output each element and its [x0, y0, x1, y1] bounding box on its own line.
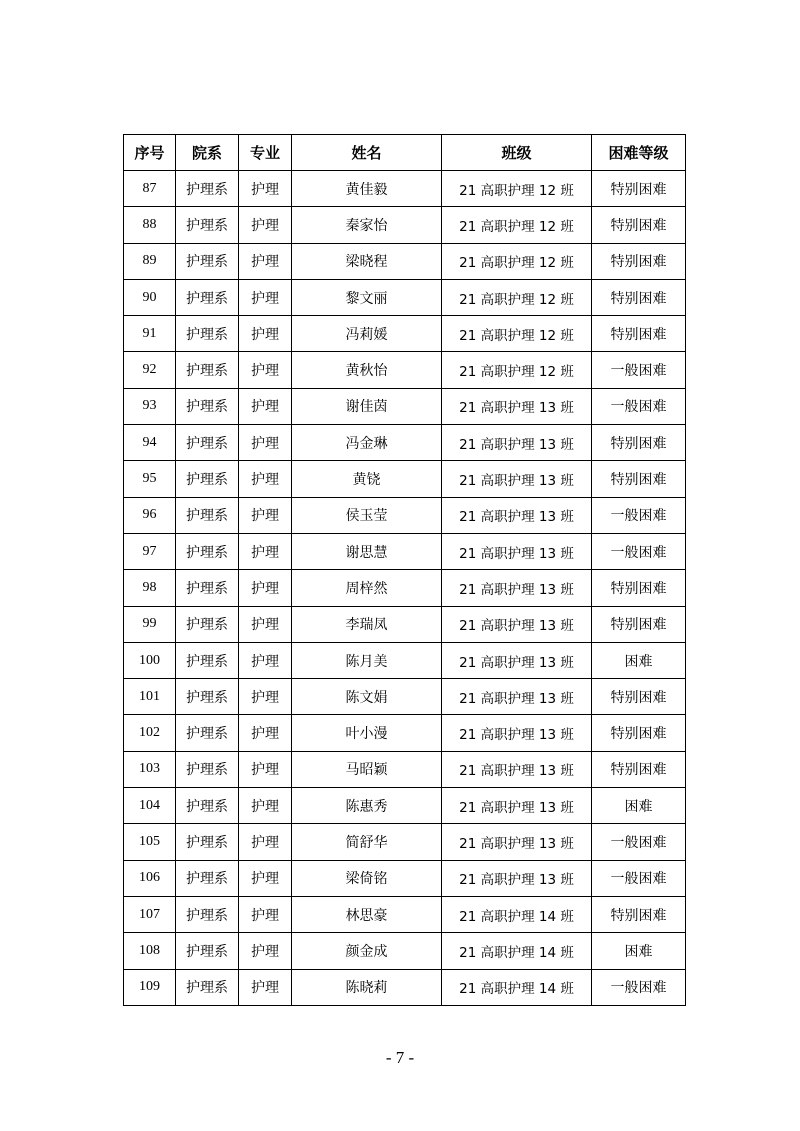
- header-index: 序号: [124, 135, 176, 171]
- table-row: [124, 606, 686, 642]
- cell-major: 护理: [239, 824, 292, 860]
- cell-name: 秦家怡: [292, 207, 442, 243]
- table-row: [124, 788, 686, 824]
- table-row: [124, 316, 686, 352]
- cell-index: 87: [124, 171, 176, 207]
- cell-class: 21 高职护理 13 班: [442, 860, 592, 896]
- cell-name: 林思豪: [292, 896, 442, 932]
- cell-hardship-level: 特别困难: [592, 606, 686, 642]
- cell-index: 88: [124, 207, 176, 243]
- cell-name: 简舒华: [292, 824, 442, 860]
- cell-hardship-level: 特别困难: [592, 279, 686, 315]
- cell-name: 侯玉莹: [292, 497, 442, 533]
- cell-class: 21 高职护理 13 班: [442, 715, 592, 751]
- cell-class: 21 高职护理 12 班: [442, 279, 592, 315]
- table-row: [124, 533, 686, 569]
- cell-name: 陈文娟: [292, 679, 442, 715]
- cell-major: 护理: [239, 896, 292, 932]
- cell-department: 护理系: [176, 933, 239, 969]
- cell-name: 谢思慧: [292, 533, 442, 569]
- cell-index: 108: [124, 933, 176, 969]
- header-major: 专业: [239, 135, 292, 171]
- cell-department: 护理系: [176, 679, 239, 715]
- table-row: [124, 642, 686, 678]
- cell-index: 104: [124, 788, 176, 824]
- cell-hardship-level: 特别困难: [592, 171, 686, 207]
- cell-hardship-level: 困难: [592, 933, 686, 969]
- cell-department: 护理系: [176, 171, 239, 207]
- cell-class: 21 高职护理 13 班: [442, 497, 592, 533]
- cell-department: 护理系: [176, 642, 239, 678]
- cell-name: 黄佳毅: [292, 171, 442, 207]
- cell-major: 护理: [239, 497, 292, 533]
- cell-index: 99: [124, 606, 176, 642]
- cell-major: 护理: [239, 570, 292, 606]
- cell-hardship-level: 一般困难: [592, 860, 686, 896]
- table-row: [124, 969, 686, 1005]
- cell-class: 21 高职护理 13 班: [442, 642, 592, 678]
- cell-major: 护理: [239, 207, 292, 243]
- cell-major: 护理: [239, 243, 292, 279]
- cell-major: 护理: [239, 461, 292, 497]
- cell-class: 21 高职护理 13 班: [442, 606, 592, 642]
- cell-major: 护理: [239, 969, 292, 1005]
- table-row: [124, 933, 686, 969]
- cell-major: 护理: [239, 642, 292, 678]
- cell-name: 陈惠秀: [292, 788, 442, 824]
- table-row: [124, 570, 686, 606]
- cell-hardship-level: 一般困难: [592, 824, 686, 860]
- cell-hardship-level: 特别困难: [592, 679, 686, 715]
- cell-hardship-level: 困难: [592, 788, 686, 824]
- cell-name: 梁倚铭: [292, 860, 442, 896]
- table-row: [124, 824, 686, 860]
- cell-class: 21 高职护理 13 班: [442, 788, 592, 824]
- table-row: [124, 279, 686, 315]
- cell-name: 谢佳茵: [292, 388, 442, 424]
- cell-index: 101: [124, 679, 176, 715]
- cell-index: 90: [124, 279, 176, 315]
- cell-hardship-level: 特别困难: [592, 207, 686, 243]
- cell-department: 护理系: [176, 860, 239, 896]
- student-roster-table: [123, 134, 686, 1006]
- cell-major: 护理: [239, 751, 292, 787]
- cell-hardship-level: 特别困难: [592, 896, 686, 932]
- cell-major: 护理: [239, 533, 292, 569]
- cell-class: 21 高职护理 12 班: [442, 243, 592, 279]
- table-header-row: [124, 135, 686, 171]
- cell-department: 护理系: [176, 969, 239, 1005]
- cell-department: 护理系: [176, 425, 239, 461]
- cell-name: 叶小漫: [292, 715, 442, 751]
- table-row: [124, 497, 686, 533]
- cell-hardship-level: 特别困难: [592, 461, 686, 497]
- cell-name: 颜金成: [292, 933, 442, 969]
- table-row: [124, 243, 686, 279]
- cell-department: 护理系: [176, 207, 239, 243]
- cell-major: 护理: [239, 425, 292, 461]
- cell-index: 97: [124, 533, 176, 569]
- cell-hardship-level: 特别困难: [592, 425, 686, 461]
- cell-major: 护理: [239, 171, 292, 207]
- table-body: [124, 171, 686, 1006]
- cell-index: 93: [124, 388, 176, 424]
- cell-class: 21 高职护理 13 班: [442, 751, 592, 787]
- cell-class: 21 高职护理 13 班: [442, 533, 592, 569]
- cell-index: 95: [124, 461, 176, 497]
- table-row: [124, 425, 686, 461]
- table-row: [124, 715, 686, 751]
- cell-major: 护理: [239, 316, 292, 352]
- cell-index: 92: [124, 352, 176, 388]
- cell-department: 护理系: [176, 497, 239, 533]
- cell-department: 护理系: [176, 570, 239, 606]
- cell-index: 102: [124, 715, 176, 751]
- cell-name: 马昭颖: [292, 751, 442, 787]
- cell-department: 护理系: [176, 243, 239, 279]
- cell-name: 黄秋怡: [292, 352, 442, 388]
- cell-index: 106: [124, 860, 176, 896]
- cell-class: 21 高职护理 12 班: [442, 171, 592, 207]
- cell-index: 103: [124, 751, 176, 787]
- cell-class: 21 高职护理 12 班: [442, 207, 592, 243]
- table-row: [124, 860, 686, 896]
- cell-index: 109: [124, 969, 176, 1005]
- cell-hardship-level: 一般困难: [592, 388, 686, 424]
- cell-hardship-level: 一般困难: [592, 352, 686, 388]
- cell-department: 护理系: [176, 896, 239, 932]
- cell-name: 冯金琳: [292, 425, 442, 461]
- cell-major: 护理: [239, 715, 292, 751]
- cell-class: 21 高职护理 13 班: [442, 425, 592, 461]
- cell-name: 李瑞凤: [292, 606, 442, 642]
- table-row: [124, 388, 686, 424]
- cell-name: 冯莉媛: [292, 316, 442, 352]
- cell-hardship-level: 特别困难: [592, 243, 686, 279]
- cell-department: 护理系: [176, 316, 239, 352]
- cell-name: 陈晓莉: [292, 969, 442, 1005]
- cell-class: 21 高职护理 13 班: [442, 388, 592, 424]
- cell-class: 21 高职护理 14 班: [442, 896, 592, 932]
- cell-class: 21 高职护理 12 班: [442, 352, 592, 388]
- cell-department: 护理系: [176, 606, 239, 642]
- cell-department: 护理系: [176, 715, 239, 751]
- table-row: [124, 896, 686, 932]
- table-row: [124, 352, 686, 388]
- cell-hardship-level: 特别困难: [592, 751, 686, 787]
- cell-department: 护理系: [176, 279, 239, 315]
- header-hardship-level: 困难等级: [592, 135, 686, 171]
- cell-index: 96: [124, 497, 176, 533]
- cell-major: 护理: [239, 933, 292, 969]
- cell-class: 21 高职护理 13 班: [442, 679, 592, 715]
- cell-department: 护理系: [176, 788, 239, 824]
- cell-name: 黎文丽: [292, 279, 442, 315]
- table-row: [124, 207, 686, 243]
- cell-major: 护理: [239, 606, 292, 642]
- cell-hardship-level: 特别困难: [592, 316, 686, 352]
- header-class: 班级: [442, 135, 592, 171]
- cell-major: 护理: [239, 679, 292, 715]
- header-department: 院系: [176, 135, 239, 171]
- cell-hardship-level: 一般困难: [592, 497, 686, 533]
- cell-department: 护理系: [176, 388, 239, 424]
- table-row: [124, 171, 686, 207]
- cell-major: 护理: [239, 279, 292, 315]
- cell-department: 护理系: [176, 461, 239, 497]
- cell-name: 陈月美: [292, 642, 442, 678]
- cell-major: 护理: [239, 860, 292, 896]
- cell-hardship-level: 困难: [592, 642, 686, 678]
- cell-name: 梁晓程: [292, 243, 442, 279]
- cell-class: 21 高职护理 13 班: [442, 570, 592, 606]
- cell-department: 护理系: [176, 352, 239, 388]
- table-row: [124, 461, 686, 497]
- cell-class: 21 高职护理 13 班: [442, 824, 592, 860]
- cell-class: 21 高职护理 14 班: [442, 933, 592, 969]
- cell-hardship-level: 特别困难: [592, 570, 686, 606]
- cell-class: 21 高职护理 14 班: [442, 969, 592, 1005]
- cell-hardship-level: 一般困难: [592, 969, 686, 1005]
- cell-department: 护理系: [176, 824, 239, 860]
- cell-index: 107: [124, 896, 176, 932]
- cell-department: 护理系: [176, 533, 239, 569]
- cell-index: 100: [124, 642, 176, 678]
- cell-major: 护理: [239, 788, 292, 824]
- cell-department: 护理系: [176, 751, 239, 787]
- cell-major: 护理: [239, 352, 292, 388]
- cell-index: 105: [124, 824, 176, 860]
- cell-hardship-level: 一般困难: [592, 533, 686, 569]
- cell-index: 91: [124, 316, 176, 352]
- cell-class: 21 高职护理 13 班: [442, 461, 592, 497]
- cell-name: 周梓然: [292, 570, 442, 606]
- cell-class: 21 高职护理 12 班: [442, 316, 592, 352]
- page-number: - 7 -: [385, 1048, 415, 1067]
- table-row: [124, 679, 686, 715]
- cell-major: 护理: [239, 388, 292, 424]
- cell-index: 94: [124, 425, 176, 461]
- cell-hardship-level: 特别困难: [592, 715, 686, 751]
- cell-name: 黄铙: [292, 461, 442, 497]
- cell-index: 89: [124, 243, 176, 279]
- header-name: 姓名: [292, 135, 442, 171]
- cell-index: 98: [124, 570, 176, 606]
- table-row: [124, 751, 686, 787]
